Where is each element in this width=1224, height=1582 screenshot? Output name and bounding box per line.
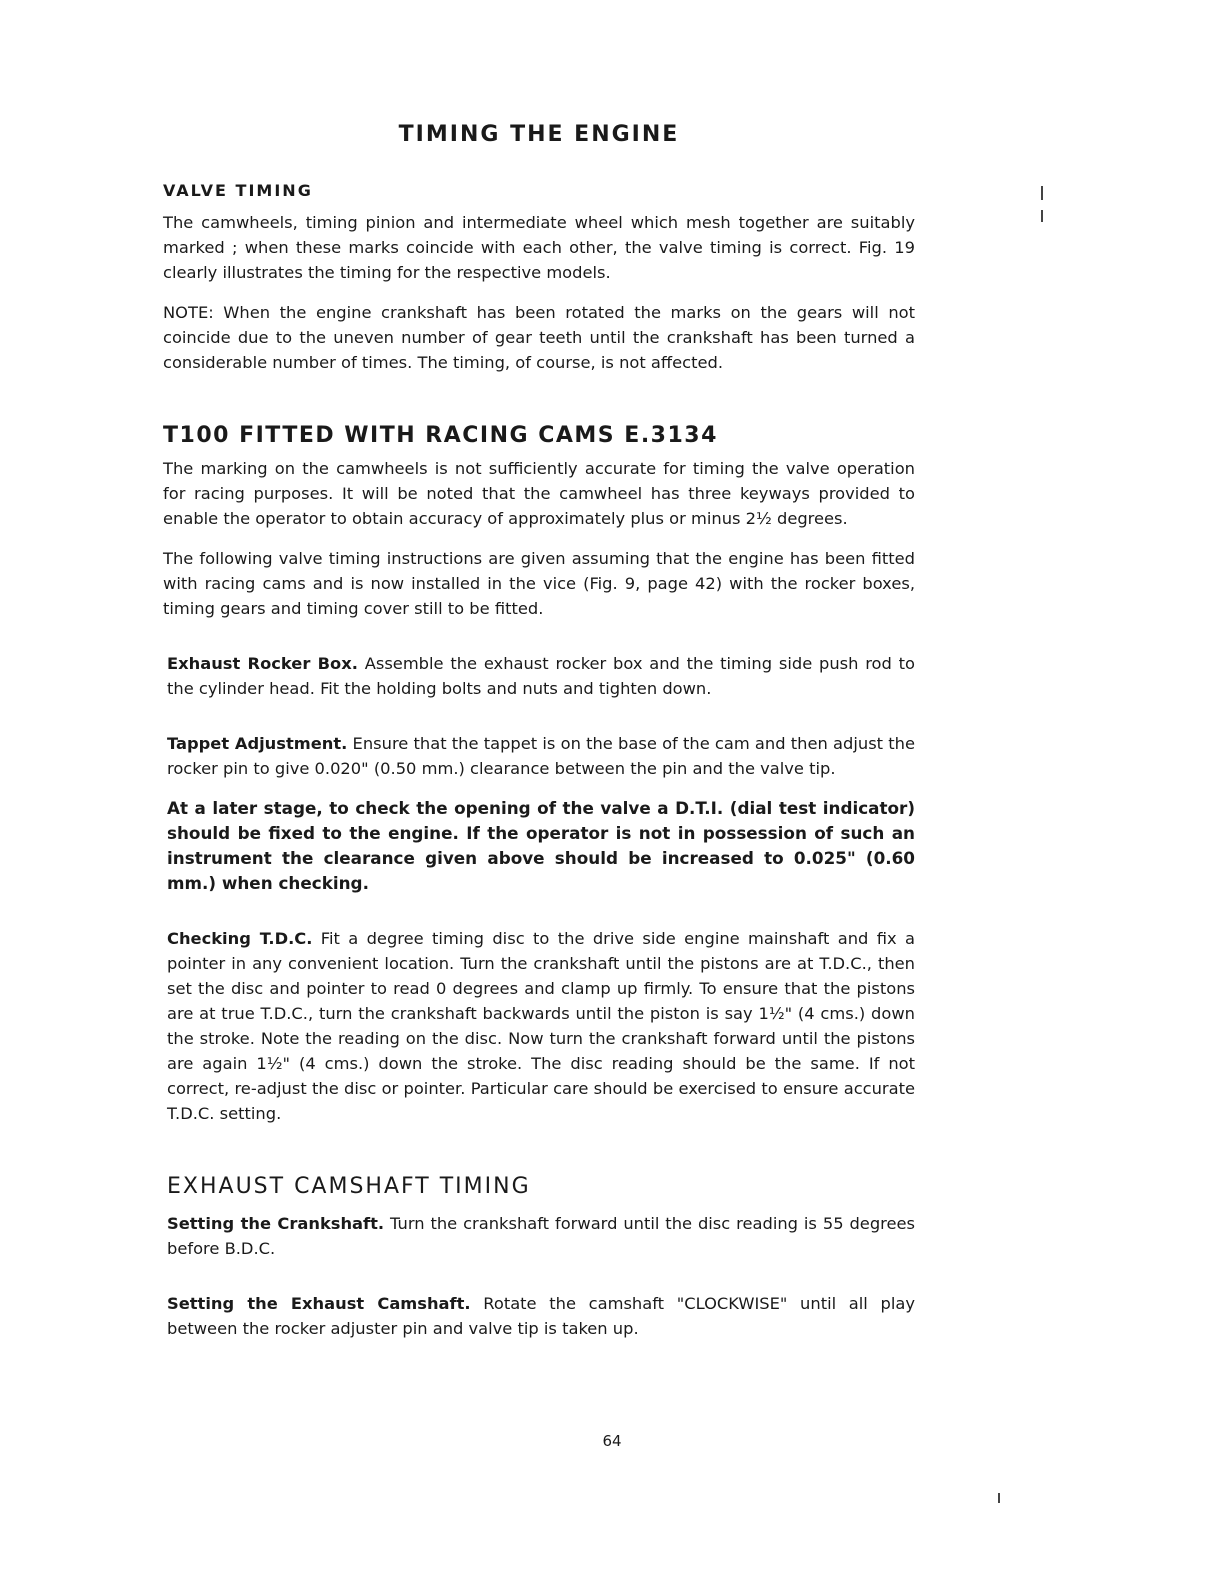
checking-tdc-lead: Checking T.D.C.: [167, 929, 313, 948]
scan-mark: [1041, 186, 1043, 200]
tappet-adjustment-text: Ensure that the tappet is on the base of the cam and then adjust the rocker pin to give 0.020" (0.50 mm.) clearance between the pin and the valve tip.: [167, 734, 916, 778]
valve-timing-heading: VALVE TIMING: [163, 181, 313, 200]
scan-mark: [1041, 210, 1043, 222]
checking-tdc-text: Fit a degree timing disc to the drive side engine mainshaft and fix a pointer in any convenient location. Turn the crankshaft until the pistons are at T.D.C., then set the disc and pointer to read 0 degrees and clamp up firmly. To ensure that the pistons are at true T.D.C., turn the crankshaft backwards until the piston is say 1½" (4 cms.) down the stroke. Note the reading on the disc. Now turn the crankshaft forward until the pistons are again 1½" (4 cms.) down the stroke. The disc reading should be the same. If not correct, re-adjust the disc or pointer. Particular care should be exercised to ensure accurate T.D.C. setting.: [167, 929, 915, 1123]
page-title: TIMING THE ENGINE: [398, 122, 680, 147]
racing-cams-paragraph-2: The following valve timing instructions are given assuming that the engine has been fitted with racing cams and is now installed in the vice (Fig. 9, page 42) with the rocker boxes, timing gears and timing cover still to be fitted.: [163, 549, 915, 618]
page-number: 64: [602, 1432, 622, 1450]
setting-exhaust-camshaft-paragraph: [163, 1291, 915, 1341]
racing-cams-heading: T100 FITTED WITH RACING CAMS E.3134: [163, 423, 718, 448]
scan-mark: [998, 1493, 1000, 1503]
valve-timing-paragraph: The camwheels, timing pinion and intermediate wheel which mesh together are suitably marked ; when these marks coincide with each other, the valve timing is correct. Fig. 19 clearly illustrates the timing for the respective models.: [163, 213, 915, 282]
exhaust-rocker-paragraph: [163, 651, 915, 701]
setting-crankshaft-lead: Setting the Crankshaft.: [167, 1214, 385, 1233]
later-stage-paragraph: At a later stage, to check the opening of the valve a D.T.I. (dial test indicator) should be fixed to the engine. If the operator is not in possession of such an instrument the clearance given above should be increased to 0.025" (0.60 mm.) when checking.: [167, 798, 915, 893]
document-page: [163, 122, 915, 1341]
exhaust-rocker-lead: Exhaust Rocker Box.: [167, 654, 358, 673]
setting-exhaust-camshaft-lead: Setting the Exhaust Camshaft.: [167, 1294, 471, 1313]
tappet-adjustment-lead: Tappet Adjustment.: [167, 734, 348, 753]
exhaust-camshaft-heading: EXHAUST CAMSHAFT TIMING: [167, 1174, 531, 1199]
setting-crankshaft-paragraph: [163, 1211, 915, 1261]
setting-crankshaft-text: Turn the crankshaft forward until the disc reading is 55 degrees before B.D.C.: [167, 1214, 916, 1258]
tappet-adjustment-paragraph: [163, 731, 915, 781]
valve-timing-note: NOTE: When the engine crankshaft has been rotated the marks on the gears will not coincide due to the uneven number of gear teeth until the crankshaft has been turned a considerable number of times. The timing, of course, is not affected.: [163, 303, 915, 372]
racing-cams-paragraph-1: The marking on the camwheels is not sufficiently accurate for timing the valve operation for racing purposes. It will be noted that the camwheel has three keyways provided to enable the operator to obtain accuracy of approximately plus or minus 2½ degrees.: [163, 459, 915, 528]
exhaust-rocker-text: Assemble the exhaust rocker box and the timing side push rod to the cylinder head. Fit the holding bolts and nuts and tighten down.: [167, 654, 915, 698]
setting-exhaust-camshaft-text: Rotate the camshaft "CLOCKWISE" until all play between the rocker adjuster pin and valve tip is taken up.: [167, 1294, 915, 1338]
checking-tdc-paragraph: [163, 926, 915, 1126]
